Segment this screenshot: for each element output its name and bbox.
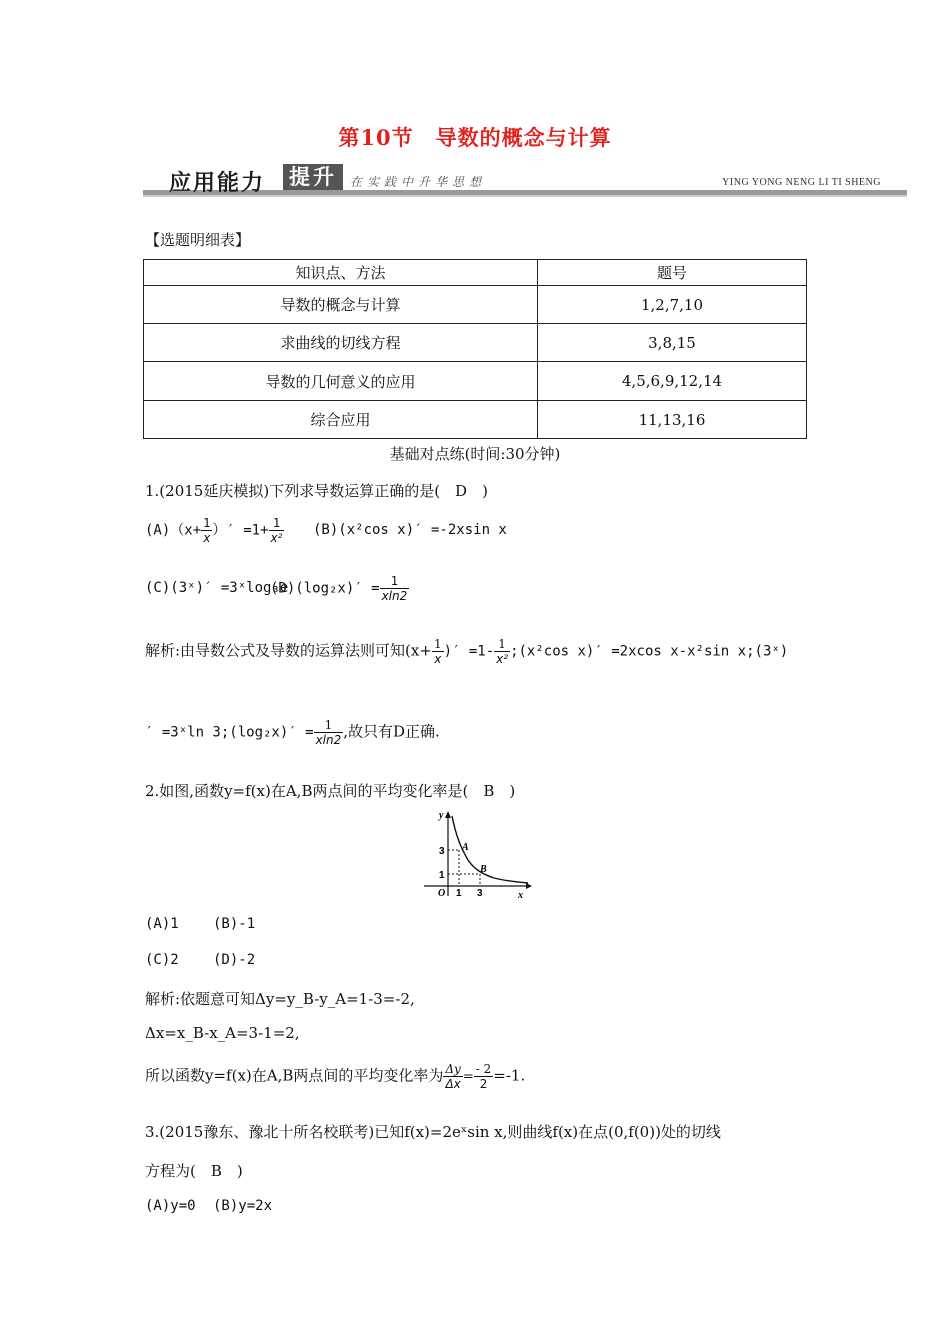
table-cell: 导数的概念与计算	[144, 286, 538, 324]
banner-subtitle: 在实践中升华思想	[350, 175, 487, 189]
table-row	[144, 362, 807, 401]
q2-solution-line1: 解析:依题意可知Δy=y_B-y_A=1-3=-2,	[145, 990, 415, 1008]
q1-option-c: (C)(3ˣ)′ =3ˣlog₃e	[145, 580, 289, 596]
table-row	[144, 401, 807, 439]
fraction	[269, 516, 285, 545]
fraction-num: 1	[494, 637, 510, 652]
q2-option-b: (B)-1	[213, 916, 256, 932]
table-cell: 综合应用	[144, 401, 538, 439]
q1-option-d-text: (D)(log₂x)′ =	[270, 580, 380, 597]
table-cell: 求曲线的切线方程	[144, 324, 538, 362]
q2-solution-b: =-1.	[493, 1066, 526, 1085]
table-cell: 导数的几何意义的应用	[144, 362, 538, 401]
fraction-den: xln2	[315, 733, 342, 747]
q3-option-a: (A)y=0	[145, 1198, 196, 1214]
fraction-den: Δx	[445, 1077, 461, 1091]
fraction-num: - 2	[475, 1062, 492, 1076]
tick-x3: 3	[477, 888, 483, 899]
q3-option-b: (B)y=2x	[213, 1198, 273, 1214]
q1-solution-d: ′ =3ˣln 3;(log₂x)′ =	[145, 724, 314, 741]
fraction	[443, 1062, 462, 1091]
table-header-cell: 知识点、方法	[144, 260, 538, 286]
q2-stem: 2.如图,函数y=f(x)在A,B两点间的平均变化率是( B )	[145, 782, 516, 800]
fraction-den: x	[203, 531, 211, 545]
fraction-num: 1	[269, 516, 285, 531]
q1-stem: 1.(2015延庆模拟)下列求导数运算正确的是( D )	[145, 482, 488, 500]
q2-solution-line3: 所以函数y=f(x)在A,B两点间的平均变化率为 $\frac{\Delta y}{\Delta x}$ = $\frac{- 2}{2}$ =-1.	[145, 1062, 526, 1091]
q2-option-d: (D)-2	[213, 952, 256, 968]
fraction-num: 1	[380, 574, 410, 589]
q1-option-a	[145, 516, 284, 545]
q2-solution-line2: Δx=x_B-x_A=3-1=2,	[145, 1024, 300, 1042]
table-cell: 1,2,7,10	[538, 286, 807, 324]
table-cell: 11,13,16	[538, 401, 807, 439]
q1-solution-a: 解析:由导数公式及导数的运算法则可知(x+	[145, 641, 432, 660]
tick-x1: 1	[456, 888, 462, 899]
q3-stem-line2: 方程为( B )	[145, 1162, 243, 1180]
table-header-row	[144, 260, 807, 286]
banner-box-text: 提升	[283, 164, 343, 190]
fraction	[432, 637, 444, 666]
banner-pinyin: YING YONG NENG LI TI SHENG	[722, 177, 881, 188]
fraction-num: 1	[314, 718, 344, 733]
q1-solution-line1	[145, 637, 788, 666]
fraction-den: xln2	[381, 589, 408, 603]
x-axis-arrow-icon	[526, 883, 532, 889]
page-title: 第10节 导数的概念与计算	[338, 125, 612, 150]
table-cell: 3,8,15	[538, 324, 807, 362]
q1-option-a-mid: ）′ =1+	[212, 522, 269, 539]
y-axis-arrow-icon	[445, 811, 451, 818]
fraction-num: 1	[433, 637, 442, 651]
table-label: 【选题明细表】	[145, 231, 251, 249]
q1-solution-c: ;(x²cos x)′ =2xcos x-x²sin x;(3ˣ)	[510, 643, 789, 660]
fraction-num: 1	[203, 516, 211, 530]
fraction-den: 2	[479, 1077, 488, 1091]
q2-solution-a: 所以函数y=f(x)在A,B两点间的平均变化率为	[145, 1066, 444, 1085]
x-axis-label: x	[518, 890, 523, 900]
fraction	[314, 718, 344, 747]
q1-solution-e: ,故只有D正确.	[343, 722, 440, 741]
section-banner	[143, 164, 907, 200]
fraction-den: x	[434, 652, 442, 666]
topic-table	[143, 259, 807, 439]
q3-stem-line1: 3.(2015豫东、豫北十所名校联考)已知f(x)=2eˣsin x,则曲线f(x)在点(0,f(0))处的切线	[145, 1123, 721, 1141]
y-axis-label: y	[439, 810, 444, 821]
q2-graph	[418, 808, 533, 900]
q1-option-a-pre: (A)（x+	[145, 522, 202, 539]
tick-y1: 1	[439, 870, 445, 881]
q2-option-c: (C)2	[145, 952, 179, 968]
fraction-num: Δy	[445, 1062, 461, 1076]
table-cell: 4,5,6,9,12,14	[538, 362, 807, 401]
table-row	[144, 324, 807, 362]
point-b-label: B	[480, 864, 487, 875]
fraction	[201, 516, 212, 545]
fraction	[380, 574, 410, 603]
fraction	[474, 1062, 494, 1091]
q1-solution-line2	[145, 718, 440, 747]
q2-option-a: (A)1	[145, 916, 179, 932]
q1-option-b: (B)(x²cos x)′ =-2xsin x	[313, 522, 507, 538]
fraction-den: x²	[496, 652, 509, 666]
origin-label: O	[438, 888, 446, 899]
table-header-cell: 题号	[538, 260, 807, 286]
q1-option-d	[270, 574, 409, 603]
section-time: 基础对点练(时间:30分钟)	[389, 445, 561, 463]
q1-solution-b: )′ =1-	[443, 643, 495, 660]
fraction-den: x²	[270, 531, 283, 545]
tick-y3: 3	[439, 846, 445, 857]
point-a-label: A	[462, 842, 469, 853]
fraction	[494, 637, 510, 666]
banner-main-text: 应用能力	[169, 171, 266, 196]
table-row	[144, 286, 807, 324]
